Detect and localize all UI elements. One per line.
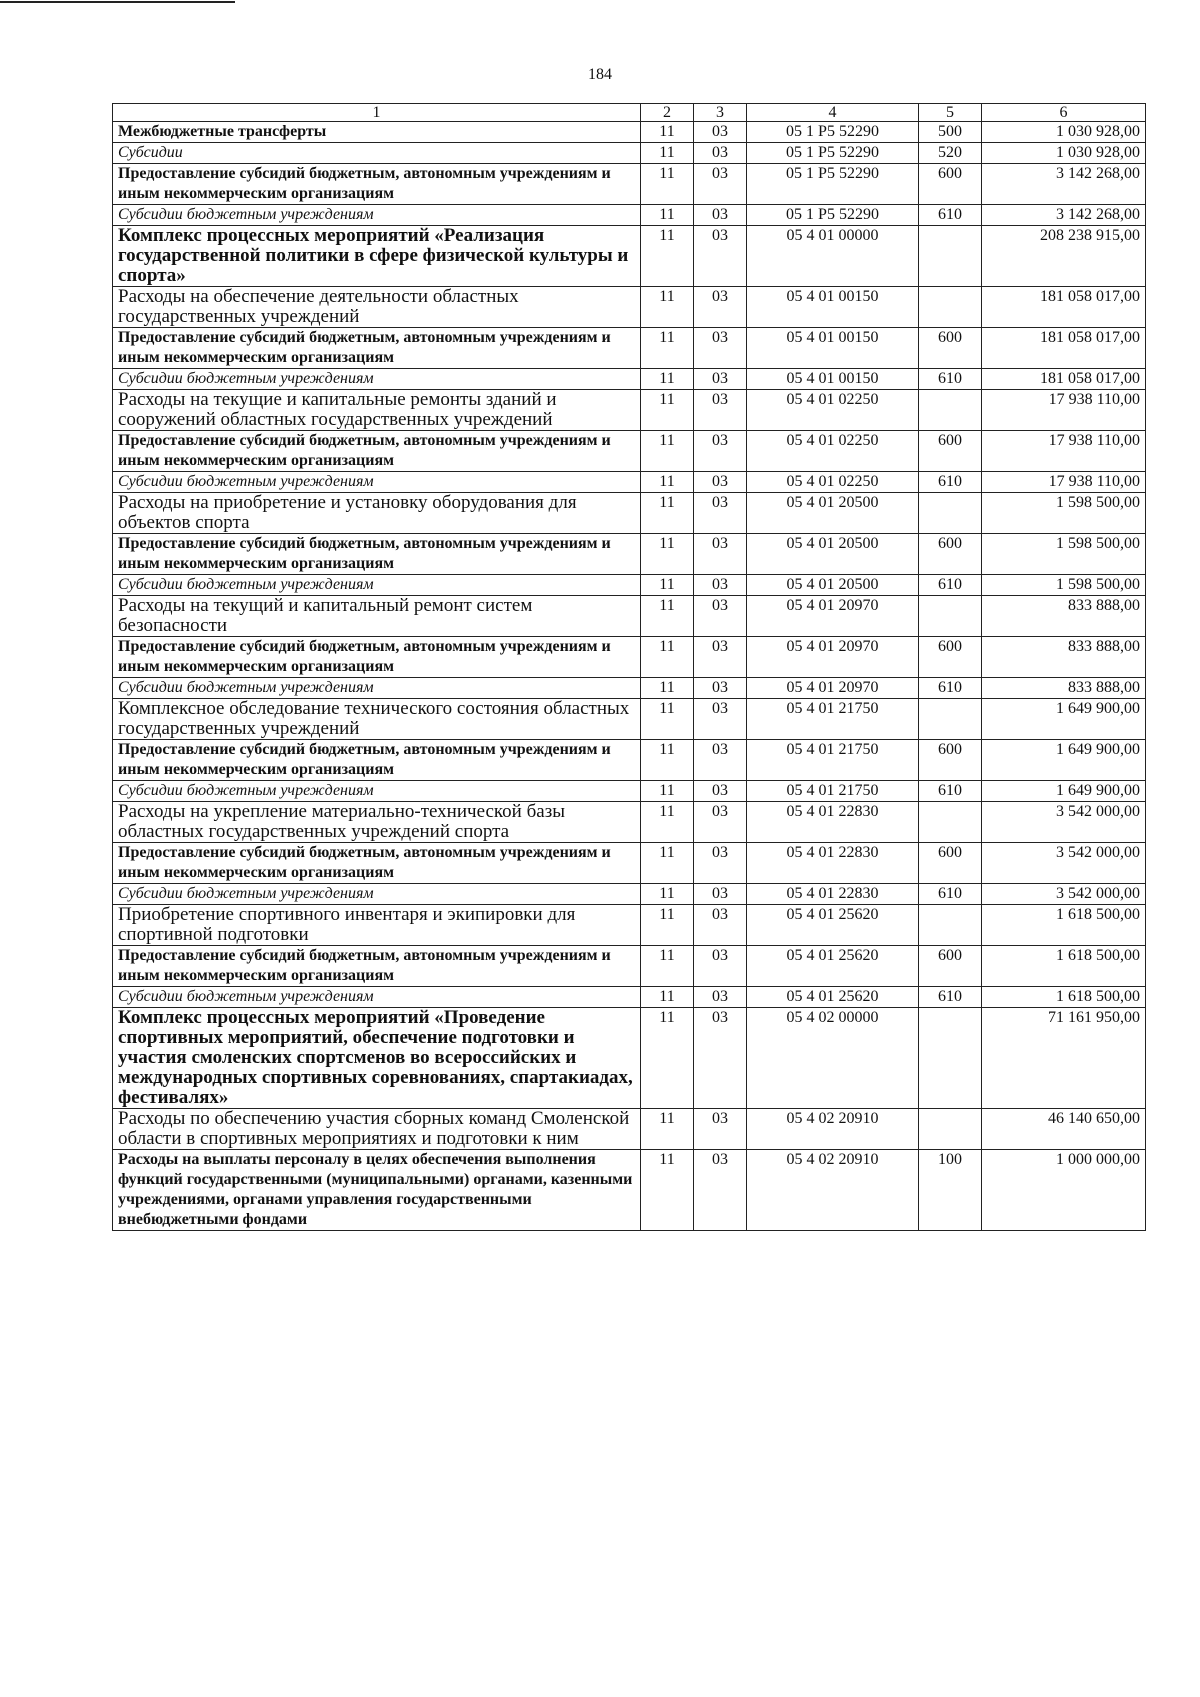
table-row (113, 905, 1146, 946)
row-amount-cell: 833 888,00 (982, 637, 1146, 678)
row-amount-cell: 181 058 017,00 (982, 287, 1146, 328)
row-amount-cell: 1 598 500,00 (982, 493, 1146, 534)
row-subsection-cell: 03 (694, 1150, 747, 1231)
table-row (113, 1109, 1146, 1150)
row-type-cell: 500 (919, 122, 982, 143)
row-section-cell: 11 (641, 287, 694, 328)
table-row (113, 802, 1146, 843)
table-row (113, 534, 1146, 575)
row-subsection-cell: 03 (694, 369, 747, 390)
row-code-cell: 05 4 01 22830 (747, 843, 919, 884)
row-code-cell: 05 4 01 25620 (747, 946, 919, 987)
row-amount-cell: 181 058 017,00 (982, 369, 1146, 390)
row-type-cell: 600 (919, 431, 982, 472)
table-row (113, 328, 1146, 369)
row-section-cell: 11 (641, 226, 694, 287)
row-amount-cell: 208 238 915,00 (982, 226, 1146, 287)
row-subsection-cell: 03 (694, 575, 747, 596)
row-section-cell: 11 (641, 637, 694, 678)
table-row (113, 699, 1146, 740)
table-row (113, 987, 1146, 1008)
row-section-cell: 11 (641, 164, 694, 205)
row-subsection-cell: 03 (694, 205, 747, 226)
row-type-cell: 100 (919, 1150, 982, 1231)
row-name-cell: Комплекс процессных мероприятий «Проведение спортивных мероприятий, обеспечение подготовки и участия смоленских спортсменов во всероссийских и международных спортивных соревнованиях, спартакиадах, фестивалях» (113, 1008, 641, 1109)
page-number: 184 (588, 66, 612, 83)
row-code-cell: 05 4 01 20500 (747, 493, 919, 534)
row-code-cell: 05 4 01 02250 (747, 472, 919, 493)
row-section-cell: 11 (641, 1008, 694, 1109)
row-name-cell: Предоставление субсидий бюджетным, автономным учреждениям и иным некоммерческим организациям (113, 843, 641, 884)
row-section-cell: 11 (641, 946, 694, 987)
row-code-cell: 05 4 01 00000 (747, 226, 919, 287)
row-name-cell: Расходы по обеспечению участия сборных команд Смоленской области в спортивных мероприятиях и подготовки к ним (113, 1109, 641, 1150)
row-type-cell: 600 (919, 740, 982, 781)
row-amount-cell: 1 649 900,00 (982, 740, 1146, 781)
row-name-cell: Субсидии бюджетным учреждениям (113, 369, 641, 390)
row-subsection-cell: 03 (694, 164, 747, 205)
row-type-cell (919, 905, 982, 946)
table-row (113, 143, 1146, 164)
row-name-cell: Субсидии бюджетным учреждениям (113, 205, 641, 226)
row-subsection-cell: 03 (694, 287, 747, 328)
row-name-cell: Расходы на текущие и капитальные ремонты зданий и сооружений областных государственных учреждений (113, 390, 641, 431)
row-subsection-cell: 03 (694, 143, 747, 164)
row-type-cell (919, 802, 982, 843)
table-row (113, 637, 1146, 678)
header-cell: 1 (113, 104, 641, 122)
row-section-cell: 11 (641, 122, 694, 143)
row-section-cell: 11 (641, 1150, 694, 1231)
row-code-cell: 05 1 P5 52290 (747, 143, 919, 164)
row-subsection-cell: 03 (694, 226, 747, 287)
row-section-cell: 11 (641, 1109, 694, 1150)
row-section-cell: 11 (641, 699, 694, 740)
top-rule (0, 1, 235, 3)
row-amount-cell: 3 542 000,00 (982, 843, 1146, 884)
table-row (113, 493, 1146, 534)
table-row (113, 740, 1146, 781)
row-type-cell: 610 (919, 678, 982, 699)
row-code-cell: 05 4 01 00150 (747, 328, 919, 369)
row-type-cell (919, 699, 982, 740)
row-subsection-cell: 03 (694, 843, 747, 884)
row-code-cell: 05 1 P5 52290 (747, 164, 919, 205)
row-subsection-cell: 03 (694, 596, 747, 637)
row-section-cell: 11 (641, 575, 694, 596)
row-type-cell: 600 (919, 534, 982, 575)
row-name-cell: Субсидии бюджетным учреждениям (113, 987, 641, 1008)
row-amount-cell: 46 140 650,00 (982, 1109, 1146, 1150)
header-cell: 6 (982, 104, 1146, 122)
row-type-cell: 610 (919, 205, 982, 226)
row-name-cell: Предоставление субсидий бюджетным, автономным учреждениям и иным некоммерческим организациям (113, 534, 641, 575)
row-section-cell: 11 (641, 905, 694, 946)
row-code-cell: 05 4 02 20910 (747, 1109, 919, 1150)
row-type-cell (919, 493, 982, 534)
table-row (113, 205, 1146, 226)
row-name-cell: Предоставление субсидий бюджетным, автономным учреждениям и иным некоммерческим организациям (113, 637, 641, 678)
row-subsection-cell: 03 (694, 1109, 747, 1150)
table-row (113, 369, 1146, 390)
row-code-cell: 05 4 01 02250 (747, 390, 919, 431)
row-amount-cell: 1 618 500,00 (982, 946, 1146, 987)
row-type-cell (919, 287, 982, 328)
row-code-cell: 05 4 02 20910 (747, 1150, 919, 1231)
table-row (113, 122, 1146, 143)
row-subsection-cell: 03 (694, 637, 747, 678)
table-row (113, 678, 1146, 699)
row-subsection-cell: 03 (694, 534, 747, 575)
row-type-cell (919, 390, 982, 431)
row-amount-cell: 1 598 500,00 (982, 534, 1146, 575)
row-code-cell: 05 4 01 25620 (747, 987, 919, 1008)
row-code-cell: 05 1 P5 52290 (747, 205, 919, 226)
row-subsection-cell: 03 (694, 1008, 747, 1109)
row-section-cell: 11 (641, 987, 694, 1008)
row-section-cell: 11 (641, 205, 694, 226)
row-name-cell: Расходы на выплаты персоналу в целях обеспечения выполнения функций государственными (муниципальными) органами, казенными учреждениями, органами управления государственными внебюджетными фондами (113, 1150, 641, 1231)
header-cell: 3 (694, 104, 747, 122)
row-code-cell: 05 4 01 20970 (747, 637, 919, 678)
table-row (113, 884, 1146, 905)
table-header-row (113, 104, 1146, 122)
row-amount-cell: 17 938 110,00 (982, 472, 1146, 493)
row-code-cell: 05 1 P5 52290 (747, 122, 919, 143)
row-section-cell: 11 (641, 390, 694, 431)
budget-table (112, 103, 1146, 1231)
row-amount-cell: 3 142 268,00 (982, 205, 1146, 226)
row-type-cell: 600 (919, 164, 982, 205)
table-row (113, 287, 1146, 328)
row-type-cell (919, 226, 982, 287)
row-amount-cell: 1 618 500,00 (982, 987, 1146, 1008)
row-amount-cell: 833 888,00 (982, 678, 1146, 699)
row-subsection-cell: 03 (694, 884, 747, 905)
row-code-cell: 05 4 01 02250 (747, 431, 919, 472)
row-name-cell: Субсидии бюджетным учреждениям (113, 575, 641, 596)
row-name-cell: Приобретение спортивного инвентаря и экипировки для спортивной подготовки (113, 905, 641, 946)
row-section-cell: 11 (641, 328, 694, 369)
table-row (113, 1008, 1146, 1109)
header-cell: 2 (641, 104, 694, 122)
row-subsection-cell: 03 (694, 946, 747, 987)
table-row (113, 1150, 1146, 1231)
row-subsection-cell: 03 (694, 328, 747, 369)
row-amount-cell: 1 030 928,00 (982, 143, 1146, 164)
row-section-cell: 11 (641, 534, 694, 575)
row-amount-cell: 17 938 110,00 (982, 431, 1146, 472)
table-row (113, 946, 1146, 987)
row-type-cell: 610 (919, 884, 982, 905)
row-name-cell: Субсидии (113, 143, 641, 164)
row-name-cell: Предоставление субсидий бюджетным, автономным учреждениям и иным некоммерческим организациям (113, 164, 641, 205)
row-subsection-cell: 03 (694, 699, 747, 740)
row-code-cell: 05 4 01 22830 (747, 884, 919, 905)
row-subsection-cell: 03 (694, 781, 747, 802)
row-subsection-cell: 03 (694, 802, 747, 843)
table-row (113, 390, 1146, 431)
row-type-cell: 610 (919, 575, 982, 596)
row-code-cell: 05 4 01 20970 (747, 596, 919, 637)
row-amount-cell: 181 058 017,00 (982, 328, 1146, 369)
row-code-cell: 05 4 01 21750 (747, 740, 919, 781)
row-amount-cell: 1 649 900,00 (982, 781, 1146, 802)
row-amount-cell: 71 161 950,00 (982, 1008, 1146, 1109)
row-subsection-cell: 03 (694, 390, 747, 431)
row-subsection-cell: 03 (694, 493, 747, 534)
row-name-cell: Комплекс процессных мероприятий «Реализация государственной политики в сфере физической культуры и спорта» (113, 226, 641, 287)
row-name-cell: Расходы на текущий и капитальный ремонт систем безопасности (113, 596, 641, 637)
header-cell: 5 (919, 104, 982, 122)
row-section-cell: 11 (641, 884, 694, 905)
row-code-cell: 05 4 02 00000 (747, 1008, 919, 1109)
table-row (113, 472, 1146, 493)
row-code-cell: 05 4 01 00150 (747, 369, 919, 390)
row-type-cell: 600 (919, 946, 982, 987)
row-code-cell: 05 4 01 00150 (747, 287, 919, 328)
row-type-cell (919, 596, 982, 637)
row-subsection-cell: 03 (694, 905, 747, 946)
row-name-cell: Расходы на укрепление материально-технической базы областных государственных учреждений спорта (113, 802, 641, 843)
row-type-cell: 600 (919, 328, 982, 369)
row-code-cell: 05 4 01 22830 (747, 802, 919, 843)
row-section-cell: 11 (641, 143, 694, 164)
row-amount-cell: 3 542 000,00 (982, 884, 1146, 905)
row-name-cell: Субсидии бюджетным учреждениям (113, 678, 641, 699)
row-code-cell: 05 4 01 21750 (747, 699, 919, 740)
row-type-cell: 520 (919, 143, 982, 164)
row-amount-cell: 833 888,00 (982, 596, 1146, 637)
row-code-cell: 05 4 01 25620 (747, 905, 919, 946)
row-code-cell: 05 4 01 20500 (747, 575, 919, 596)
row-section-cell: 11 (641, 596, 694, 637)
row-amount-cell: 17 938 110,00 (982, 390, 1146, 431)
header-cell: 4 (747, 104, 919, 122)
row-name-cell: Субсидии бюджетным учреждениям (113, 884, 641, 905)
row-type-cell: 600 (919, 843, 982, 884)
row-subsection-cell: 03 (694, 678, 747, 699)
row-subsection-cell: 03 (694, 431, 747, 472)
row-amount-cell: 1 598 500,00 (982, 575, 1146, 596)
row-section-cell: 11 (641, 369, 694, 390)
row-code-cell: 05 4 01 20970 (747, 678, 919, 699)
row-name-cell: Субсидии бюджетным учреждениям (113, 472, 641, 493)
row-section-cell: 11 (641, 802, 694, 843)
row-name-cell: Предоставление субсидий бюджетным, автономным учреждениям и иным некоммерческим организациям (113, 431, 641, 472)
row-section-cell: 11 (641, 472, 694, 493)
row-code-cell: 05 4 01 20500 (747, 534, 919, 575)
row-amount-cell: 3 142 268,00 (982, 164, 1146, 205)
row-amount-cell: 1 649 900,00 (982, 699, 1146, 740)
row-type-cell: 610 (919, 369, 982, 390)
row-section-cell: 11 (641, 843, 694, 884)
table-row (113, 226, 1146, 287)
row-subsection-cell: 03 (694, 987, 747, 1008)
row-section-cell: 11 (641, 678, 694, 699)
row-subsection-cell: 03 (694, 472, 747, 493)
row-section-cell: 11 (641, 493, 694, 534)
row-section-cell: 11 (641, 781, 694, 802)
table-row (113, 164, 1146, 205)
row-type-cell: 610 (919, 987, 982, 1008)
row-section-cell: 11 (641, 431, 694, 472)
row-type-cell (919, 1109, 982, 1150)
table-row (113, 843, 1146, 884)
row-name-cell: Расходы на обеспечение деятельности областных государственных учреждений (113, 287, 641, 328)
row-name-cell: Предоставление субсидий бюджетным, автономным учреждениям и иным некоммерческим организациям (113, 328, 641, 369)
row-name-cell: Комплексное обследование технического состояния областных государственных учреждений (113, 699, 641, 740)
row-name-cell: Межбюджетные трансферты (113, 122, 641, 143)
row-type-cell: 610 (919, 472, 982, 493)
row-section-cell: 11 (641, 740, 694, 781)
row-name-cell: Субсидии бюджетным учреждениям (113, 781, 641, 802)
table-row (113, 781, 1146, 802)
row-type-cell (919, 1008, 982, 1109)
row-name-cell: Предоставление субсидий бюджетным, автономным учреждениям и иным некоммерческим организациям (113, 740, 641, 781)
row-subsection-cell: 03 (694, 740, 747, 781)
table-row (113, 596, 1146, 637)
row-amount-cell: 1 618 500,00 (982, 905, 1146, 946)
table-row (113, 575, 1146, 596)
table-row (113, 431, 1146, 472)
row-code-cell: 05 4 01 21750 (747, 781, 919, 802)
row-amount-cell: 1 030 928,00 (982, 122, 1146, 143)
row-type-cell: 610 (919, 781, 982, 802)
row-name-cell: Расходы на приобретение и установку оборудования для объектов спорта (113, 493, 641, 534)
row-name-cell: Предоставление субсидий бюджетным, автономным учреждениям и иным некоммерческим организациям (113, 946, 641, 987)
row-amount-cell: 1 000 000,00 (982, 1150, 1146, 1231)
row-amount-cell: 3 542 000,00 (982, 802, 1146, 843)
row-subsection-cell: 03 (694, 122, 747, 143)
row-type-cell: 600 (919, 637, 982, 678)
